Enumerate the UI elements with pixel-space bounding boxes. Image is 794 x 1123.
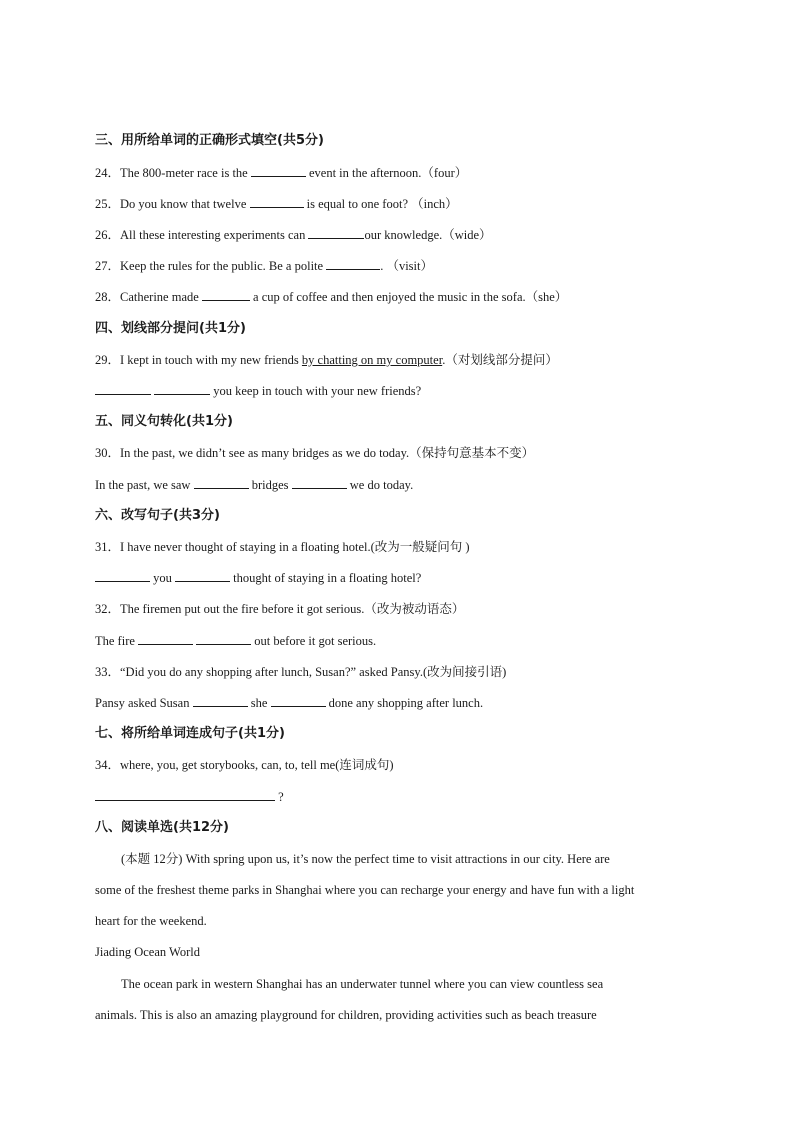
q33-answer-c: done any shopping after lunch. [328,696,484,710]
question-30 [95,445,534,461]
q33-blank-1[interactable] [193,695,248,707]
q34-blank[interactable] [95,789,275,801]
q33-text: 33．“Did you do any shopping after lunch, Susan?” asked Pansy.(改为间接引语) [95,665,507,679]
q30-answer-a: In the past, we saw [95,478,191,492]
q34-answer-line [95,789,284,805]
reading-paragraph-1-line-1: (本题 12分) With spring upon us, it’s now the perfect time to visit attractions in our city. Here are [121,852,610,866]
q32-blank-1[interactable] [138,633,193,645]
question-32 [95,601,464,617]
q24-text-a: 24．The 800-meter race is the [95,166,248,180]
reading-paragraph-1-line-3: heart for the weekend. [95,914,207,928]
q24-text-b: event in the afternoon.（four） [308,166,468,180]
q32-answer-b: out before it got serious. [254,634,377,648]
q31-answer-a: you [153,571,172,585]
question-34 [95,757,394,773]
section-8-title: 八、阅读单选(共12分) [95,820,229,835]
question-27 [95,258,433,274]
q28-text-b: a cup of coffee and then enjoyed the music in the sofa.（she） [253,290,568,304]
q31-blank-2[interactable] [175,570,230,582]
q29-text-b: .（对划线部分提问） [442,353,558,367]
q31-blank-1[interactable] [95,570,150,582]
q31-answer-line [95,570,421,586]
q30-text: 30．In the past, we didn’t see as many bridges as we do today.（保持句意基本不变） [95,446,535,460]
question-24 [95,165,467,181]
reading-subtitle: Jiading Ocean World [95,945,200,959]
q30-answer-c: we do today. [349,478,414,492]
q28-blank[interactable] [202,289,250,301]
q25-text-a: 25．Do you know that twelve [95,197,247,211]
reading-paragraph-2-line-2: animals. This is also an amazing playground for children, providing activities such as beach treasure [95,1008,597,1022]
q33-answer-line [95,695,483,711]
q32-text: 32．The firemen put out the fire before it got serious.（改为被动语态） [95,602,465,616]
q28-text-a: 28．Catherine made [95,290,199,304]
q33-answer-b: she [250,696,268,710]
question-31 [95,539,470,555]
question-29 [95,352,558,368]
q29-answer-line [95,383,421,399]
q27-blank[interactable] [326,258,380,270]
q33-blank-2[interactable] [271,695,326,707]
q30-answer-line [95,477,413,493]
q29-blank-1[interactable] [95,383,151,395]
q29-underlined-part: by chatting on my computer [301,353,443,367]
q26-text-a: 26．All these interesting experiments can [95,228,306,242]
section-7-title: 七、将所给单词连成句子(共1分) [95,726,285,741]
q32-blank-2[interactable] [196,633,251,645]
q25-text-b: is equal to one foot? （inch） [306,197,458,211]
q31-answer-b: thought of staying in a floating hotel? [233,571,422,585]
reading-paragraph-2-line-1: The ocean park in western Shanghai has an underwater tunnel where you can view countless sea [121,977,604,991]
q29-answer-text: you keep in touch with your new friends? [213,384,422,398]
q29-blank-2[interactable] [154,383,210,395]
section-5-title: 五、同义句转化(共1分) [95,414,233,429]
q26-blank[interactable] [308,227,364,239]
q26-text-b: our knowledge.（wide） [364,228,492,242]
question-33 [95,664,506,680]
q25-blank[interactable] [250,196,304,208]
q31-text: 31．I have never thought of staying in a floating hotel.(改为一般疑问句 ) [95,540,470,554]
q27-text-b: . （visit） [380,259,433,273]
q32-answer-line [95,633,376,649]
question-28 [95,289,567,305]
q32-answer-a: The fire [95,634,135,648]
q24-blank[interactable] [251,165,306,177]
q30-blank-1[interactable] [194,477,249,489]
q34-text: 34．where, you, get storybooks, can, to, tell me(连词成句) [95,758,394,772]
reading-paragraph-1-line-2: some of the freshest theme parks in Shanghai where you can recharge your energy and have fun with a light [95,883,635,897]
section-6-title: 六、改写句子(共3分) [95,508,220,523]
q29-text-a: 29．I kept in touch with my new friends [95,353,302,367]
section-3-title: 三、用所给单词的正确形式填空(共5分) [95,133,324,148]
question-25 [95,196,458,212]
q33-answer-a: Pansy asked Susan [95,696,190,710]
section-4-title: 四、划线部分提问(共1分) [95,321,246,336]
q27-text-a: 27．Keep the rules for the public. Be a polite [95,259,324,273]
q34-question-mark: ? [278,790,284,804]
q30-answer-b: bridges [251,478,289,492]
question-26 [95,227,492,243]
q30-blank-2[interactable] [292,477,347,489]
